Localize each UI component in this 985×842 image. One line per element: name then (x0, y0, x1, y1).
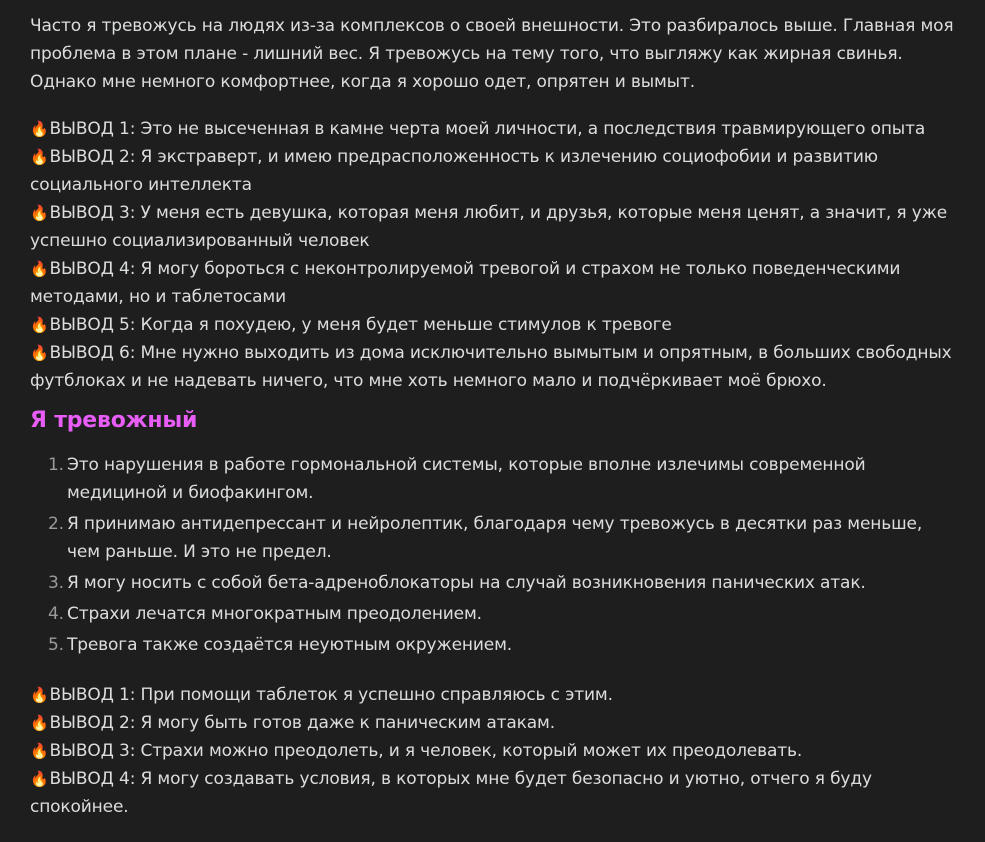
list-item: 3. Я могу носить с собой бета-адреноблокаторы на случай возникновения панических атак. (30, 569, 955, 597)
section-heading: Я тревожный (30, 408, 198, 433)
list-item-number: 3. (48, 573, 64, 593)
fire-icon: 🔥 (30, 686, 49, 704)
fire-icon: 🔥 (30, 260, 49, 278)
fire-icon: 🔥 (30, 344, 49, 362)
conclusion-line: 🔥ВЫВОД 2: Я могу быть готов даже к паническим атакам. (30, 713, 555, 733)
conclusion-line: 🔥ВЫВОД 6: Мне нужно выходить из дома исключительно вымытым и опрятным, в больших свободных футблоках и не надевать ничего, что мне хоть немного мало и подчёркивает моё брюхо. (30, 343, 952, 391)
conclusions-list-2 (30, 681, 955, 821)
conclusions-list-1 (30, 115, 955, 395)
list-item-number: 1. (48, 455, 64, 475)
conclusion-line: 🔥ВЫВОД 5: Когда я похудею, у меня будет меньше стимулов к тревоге (30, 315, 672, 335)
conclusion-line: 🔥ВЫВОД 1: При помощи таблеток я успешно справляюсь с этим. (30, 685, 613, 705)
conclusion-line: 🔥ВЫВОД 2: Я экстраверт, и имею предрасположенность к излечению социофобии и развитию социального интеллекта (30, 147, 878, 195)
list-item: 1. Это нарушения в работе гормональной системы, которые вполне излечимы современной медициной и биофакингом. (30, 451, 955, 507)
list-item: 2. Я принимаю антидепрессант и нейролептик, благодаря чему тревожусь в десятки раз меньше, чем раньше. И это не предел. (30, 510, 955, 566)
conclusion-line: 🔥ВЫВОД 4: Я могу бороться с неконтролируемой тревогой и страхом не только поведенческими методами, но и таблетосами (30, 259, 901, 307)
list-item-number: 4. (48, 604, 64, 624)
conclusion-line: 🔥ВЫВОД 1: Это не высеченная в камне черта моей личности, а последствия травмирующего опыта (30, 119, 926, 139)
list-item-number: 5. (48, 635, 64, 655)
intro-paragraph-block (30, 12, 955, 96)
fire-icon: 🔥 (30, 120, 49, 138)
conclusion-line: 🔥ВЫВОД 3: У меня есть девушка, которая меня любит, и друзья, которые меня ценят, а значит, я уже успешно социализированный человек (30, 203, 948, 251)
fire-icon: 🔥 (30, 148, 49, 166)
fire-icon: 🔥 (30, 204, 49, 222)
list-item: 5. Тревога также создаётся неуютным окружением. (30, 631, 955, 659)
conclusion-line: 🔥ВЫВОД 4: Я могу создавать условия, в которых мне будет безопасно и уютно, отчего я буду спокойнее. (30, 769, 872, 817)
fire-icon: 🔥 (30, 742, 49, 760)
intro-paragraph: Часто я тревожусь на людях из-за комплексов о своей внешности. Это разбиралось выше. Главная моя проблема в этом плане - лишний вес. Я тревожусь на тему того, что выгляжу как жирная свинья. Однако мне немного комфортнее, когда я хорошо одет, опрятен и вымыт. (30, 16, 954, 92)
fire-icon: 🔥 (30, 316, 49, 334)
fire-icon: 🔥 (30, 714, 49, 732)
fire-icon: 🔥 (30, 770, 49, 788)
conclusion-line: 🔥ВЫВОД 3: Страхи можно преодолеть, и я человек, который может их преодолевать. (30, 741, 803, 761)
numbered-list (30, 451, 955, 659)
list-item-number: 2. (48, 514, 64, 534)
list-item: 4. Страхи лечатся многократным преодолением. (30, 600, 955, 628)
